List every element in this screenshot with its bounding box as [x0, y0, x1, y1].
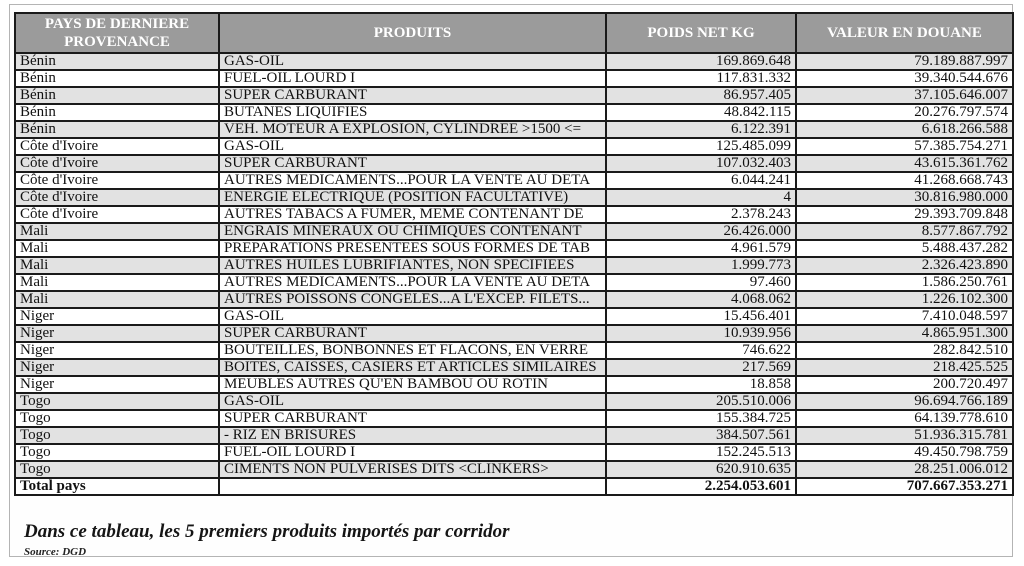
- cell-valeur: 2.326.423.890: [796, 257, 1013, 274]
- table-row: [15, 393, 1013, 410]
- cell-pays: Côte d'Ivoire: [15, 206, 219, 223]
- cell-produit: GAS-OIL: [219, 393, 606, 410]
- imports-by-corridor-table: [14, 12, 1014, 496]
- cell-produit: SUPER CARBURANT: [219, 410, 606, 427]
- cell-valeur: 64.139.778.610: [796, 410, 1013, 427]
- cell-pays: Mali: [15, 240, 219, 257]
- table-row: [15, 410, 1013, 427]
- cell-produit: AUTRES HUILES LUBRIFIANTES, NON SPECIFIEES: [219, 257, 606, 274]
- table-row: [15, 189, 1013, 206]
- column-header-produits: PRODUITS: [219, 13, 606, 53]
- cell-poids: 10.939.956: [606, 325, 796, 342]
- cell-poids: 86.957.405: [606, 87, 796, 104]
- cell-poids: 18.858: [606, 376, 796, 393]
- cell-poids: 97.460: [606, 274, 796, 291]
- cell-pays: Côte d'Ivoire: [15, 138, 219, 155]
- cell-valeur: 30.816.980.000: [796, 189, 1013, 206]
- table-caption: Dans ce tableau, les 5 premiers produits importés par corridor: [24, 521, 510, 542]
- cell-produit: ENERGIE ELECTRIQUE (POSITION FACULTATIVE): [219, 189, 606, 206]
- column-header-pays: PAYS DE DERNIERE PROVENANCE: [15, 13, 219, 53]
- cell-poids: 4: [606, 189, 796, 206]
- table-row: [15, 274, 1013, 291]
- cell-poids: 15.456.401: [606, 308, 796, 325]
- cell-valeur: 4.865.951.300: [796, 325, 1013, 342]
- total-row: [15, 478, 1013, 495]
- table-row: [15, 53, 1013, 70]
- cell-valeur: 96.694.766.189: [796, 393, 1013, 410]
- cell-poids: 26.426.000: [606, 223, 796, 240]
- table-body: [15, 53, 1013, 478]
- cell-produit: FUEL-OIL LOURD I: [219, 70, 606, 87]
- cell-produit: BUTANES LIQUIFIES: [219, 104, 606, 121]
- table-row: [15, 359, 1013, 376]
- total-poids: 2.254.053.601: [606, 478, 796, 495]
- cell-produit: CIMENTS NON PULVERISES DITS <CLINKERS>: [219, 461, 606, 478]
- cell-poids: 384.507.561: [606, 427, 796, 444]
- cell-valeur: 49.450.798.759: [796, 444, 1013, 461]
- table-row: [15, 308, 1013, 325]
- cell-valeur: 79.189.887.997: [796, 53, 1013, 70]
- cell-valeur: 37.105.646.007: [796, 87, 1013, 104]
- cell-pays: Bénin: [15, 70, 219, 87]
- cell-produit: FUEL-OIL LOURD I: [219, 444, 606, 461]
- cell-produit: PREPARATIONS PRESENTEES SOUS FORMES DE TAB: [219, 240, 606, 257]
- table-row: [15, 291, 1013, 308]
- cell-valeur: 51.936.315.781: [796, 427, 1013, 444]
- cell-pays: Mali: [15, 223, 219, 240]
- cell-poids: 48.842.115: [606, 104, 796, 121]
- cell-valeur: 1.226.102.300: [796, 291, 1013, 308]
- total-produit-empty: [219, 478, 606, 495]
- cell-poids: 117.831.332: [606, 70, 796, 87]
- cell-poids: 217.569: [606, 359, 796, 376]
- table-row: [15, 325, 1013, 342]
- cell-pays: Togo: [15, 393, 219, 410]
- cell-pays: Niger: [15, 376, 219, 393]
- table-row: [15, 427, 1013, 444]
- cell-poids: 4.961.579: [606, 240, 796, 257]
- cell-produit: SUPER CARBURANT: [219, 87, 606, 104]
- cell-pays: Bénin: [15, 53, 219, 70]
- cell-valeur: 39.340.544.676: [796, 70, 1013, 87]
- cell-poids: 6.044.241: [606, 172, 796, 189]
- cell-poids: 169.869.648: [606, 53, 796, 70]
- cell-produit: BOUTEILLES, BONBONNES ET FLACONS, EN VERRE: [219, 342, 606, 359]
- table-row: [15, 172, 1013, 189]
- cell-valeur: 1.586.250.761: [796, 274, 1013, 291]
- cell-pays: Togo: [15, 444, 219, 461]
- table-row: [15, 138, 1013, 155]
- cell-pays: Togo: [15, 427, 219, 444]
- page-frame: [9, 4, 1013, 557]
- cell-produit: GAS-OIL: [219, 308, 606, 325]
- cell-produit: MEUBLES AUTRES QU'EN BAMBOU OU ROTIN: [219, 376, 606, 393]
- cell-produit: - RIZ EN BRISURES: [219, 427, 606, 444]
- cell-pays: Bénin: [15, 121, 219, 138]
- cell-poids: 6.122.391: [606, 121, 796, 138]
- cell-valeur: 29.393.709.848: [796, 206, 1013, 223]
- cell-produit: SUPER CARBURANT: [219, 155, 606, 172]
- cell-valeur: 6.618.266.588: [796, 121, 1013, 138]
- cell-valeur: 41.268.668.743: [796, 172, 1013, 189]
- cell-pays: Niger: [15, 308, 219, 325]
- cell-valeur: 57.385.754.271: [796, 138, 1013, 155]
- cell-valeur: 282.842.510: [796, 342, 1013, 359]
- cell-produit: VEH. MOTEUR A EXPLOSION, CYLINDREE >1500 <=: [219, 121, 606, 138]
- column-header-valeur: VALEUR EN DOUANE: [796, 13, 1013, 53]
- cell-pays: Côte d'Ivoire: [15, 155, 219, 172]
- total-valeur: 707.667.353.271: [796, 478, 1013, 495]
- cell-pays: Mali: [15, 291, 219, 308]
- table-row: [15, 87, 1013, 104]
- cell-poids: 205.510.006: [606, 393, 796, 410]
- cell-pays: Bénin: [15, 87, 219, 104]
- cell-valeur: 20.276.797.574: [796, 104, 1013, 121]
- cell-valeur: 7.410.048.597: [796, 308, 1013, 325]
- cell-valeur: 8.577.867.792: [796, 223, 1013, 240]
- cell-valeur: 28.251.006.012: [796, 461, 1013, 478]
- table-row: [15, 461, 1013, 478]
- cell-pays: Togo: [15, 461, 219, 478]
- cell-produit: BOITES, CAISSES, CASIERS ET ARTICLES SIMILAIRES: [219, 359, 606, 376]
- cell-pays: Côte d'Ivoire: [15, 189, 219, 206]
- cell-produit: SUPER CARBURANT: [219, 325, 606, 342]
- column-header-poids: POIDS NET KG: [606, 13, 796, 53]
- cell-poids: 107.032.403: [606, 155, 796, 172]
- cell-poids: 155.384.725: [606, 410, 796, 427]
- cell-produit: AUTRES MEDICAMENTS...POUR LA VENTE AU DETA: [219, 172, 606, 189]
- cell-poids: 1.999.773: [606, 257, 796, 274]
- table-row: [15, 104, 1013, 121]
- table-header-row: [15, 13, 1013, 53]
- cell-pays: Niger: [15, 342, 219, 359]
- table-row: [15, 342, 1013, 359]
- cell-produit: AUTRES TABACS A FUMER, MEME CONTENANT DE: [219, 206, 606, 223]
- table-row: [15, 444, 1013, 461]
- cell-poids: 152.245.513: [606, 444, 796, 461]
- cell-valeur: 5.488.437.282: [796, 240, 1013, 257]
- cell-pays: Mali: [15, 257, 219, 274]
- table-row: [15, 240, 1013, 257]
- cell-produit: GAS-OIL: [219, 53, 606, 70]
- cell-poids: 746.622: [606, 342, 796, 359]
- cell-produit: GAS-OIL: [219, 138, 606, 155]
- cell-pays: Niger: [15, 359, 219, 376]
- table-row: [15, 257, 1013, 274]
- source-note: Source: DGD: [24, 546, 87, 558]
- cell-pays: Niger: [15, 325, 219, 342]
- table-row: [15, 376, 1013, 393]
- cell-poids: 2.378.243: [606, 206, 796, 223]
- cell-pays: Togo: [15, 410, 219, 427]
- cell-produit: AUTRES POISSONS CONGELES...A L'EXCEP. FILETS...: [219, 291, 606, 308]
- cell-poids: 125.485.099: [606, 138, 796, 155]
- table-row: [15, 155, 1013, 172]
- table-row: [15, 223, 1013, 240]
- total-label: Total pays: [15, 478, 219, 495]
- cell-poids: 620.910.635: [606, 461, 796, 478]
- cell-pays: Côte d'Ivoire: [15, 172, 219, 189]
- cell-poids: 4.068.062: [606, 291, 796, 308]
- cell-valeur: 200.720.497: [796, 376, 1013, 393]
- cell-produit: AUTRES MEDICAMENTS...POUR LA VENTE AU DETA: [219, 274, 606, 291]
- cell-produit: ENGRAIS MINERAUX OU CHIMIQUES CONTENANT: [219, 223, 606, 240]
- table-row: [15, 206, 1013, 223]
- cell-valeur: 218.425.525: [796, 359, 1013, 376]
- table-row: [15, 121, 1013, 138]
- cell-valeur: 43.615.361.762: [796, 155, 1013, 172]
- cell-pays: Mali: [15, 274, 219, 291]
- cell-pays: Bénin: [15, 104, 219, 121]
- table-row: [15, 70, 1013, 87]
